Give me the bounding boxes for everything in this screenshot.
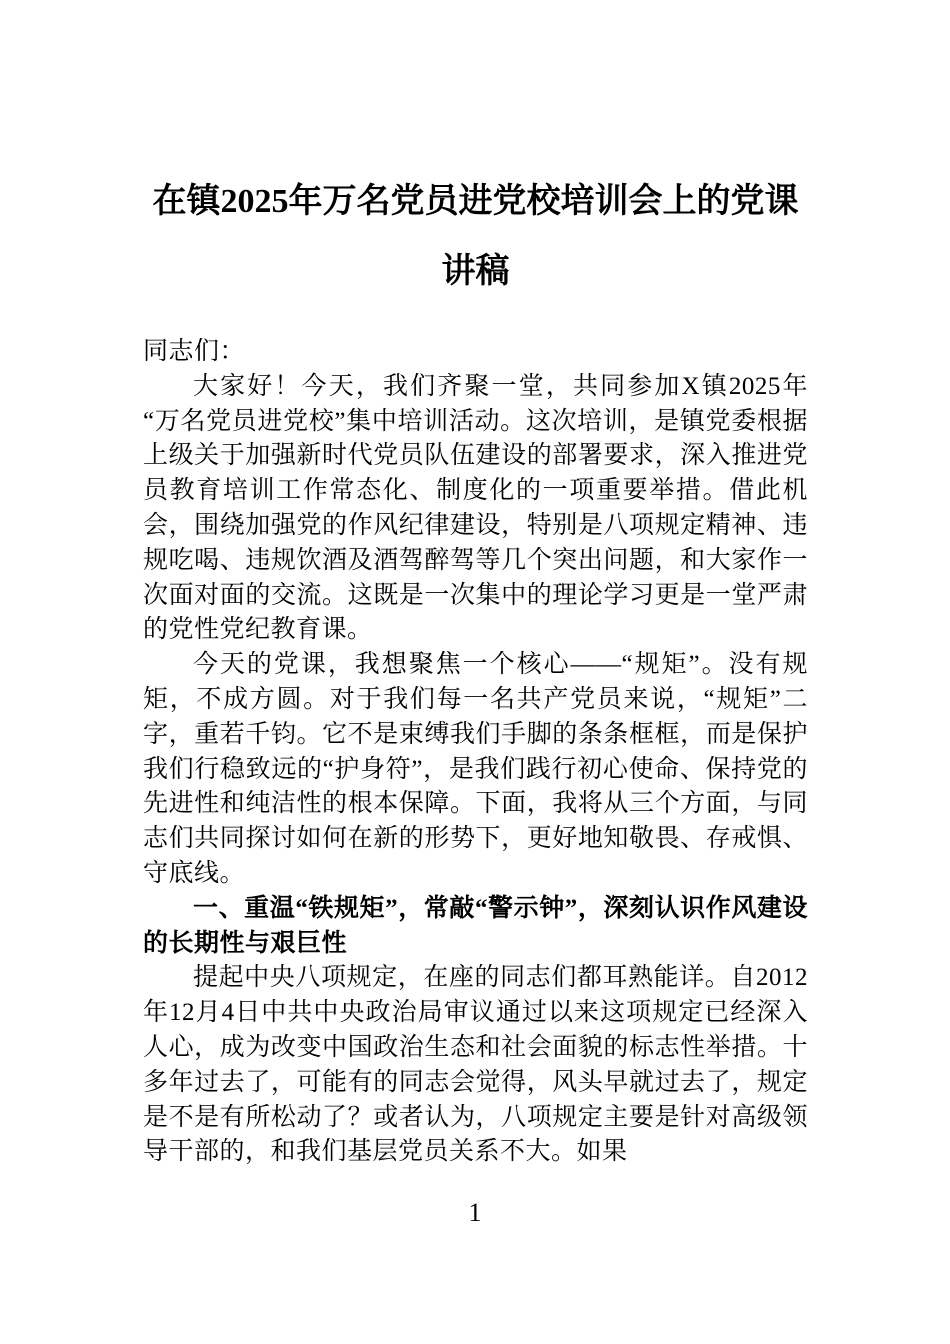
section-heading-one: 一、重温“铁规矩”，常敲“警示钟”，深刻认识作风建设的长期性与艰巨性 bbox=[143, 894, 808, 957]
paragraph-intro: 大家好！今天，我们齐聚一堂，共同参加X镇2025年“万名党员进党校”集中培训活动。这次培训，是镇党委根据上级关于加强新时代党员队伍建设的部署要求，深入推进党员教育培训工作常态化、制度化的一项重要举措。借此机会，围绕加强党的作风纪律建设，特别是八项规定精神、违规吃喝、违规饮酒及酒驾醉驾等几个突出问题，和大家作一次面对面的交流。这既是一次集中的理论学习更是一堂严肃的党性党纪教育课。 bbox=[143, 372, 808, 644]
document-title: 在镇2025年万名党员进党校培训会上的党课讲稿 bbox=[152, 183, 799, 290]
paragraph-focus: 今天的党课，我想聚焦一个核心——“规矩”。没有规矩，不成方圆。对于我们每一名共产党员来说，“规矩”二字，重若千钧。它不是束缚我们手脚的条条框框，而是保护我们行稳致远的“护身符”，是我们践行初心使命、保持党的先进性和纯洁性的根本保障。下面，我将从三个方面，与同志们共同探讨如何在新的形势下，更好地知敬畏、存戒惧、守底线。 bbox=[143, 651, 808, 887]
page-number: 1 bbox=[468, 1198, 482, 1227]
paragraph-rules: 提起中央八项规定，在座的同志们都耳熟能详。自2012年12月4日中共中央政治局审议通过以来这项规定已经深入人心，成为改变中国政治生态和社会面貌的标志性举措。十多年过去了，可能有的同志会觉得，风头早就过去了，规定是不是有所松动了？或者认为，八项规定主要是针对高级领导干部的，和我们基层党员关系不大。如果 bbox=[143, 964, 808, 1166]
salutation: 同志们： bbox=[143, 338, 246, 365]
document-body bbox=[143, 335, 808, 1170]
